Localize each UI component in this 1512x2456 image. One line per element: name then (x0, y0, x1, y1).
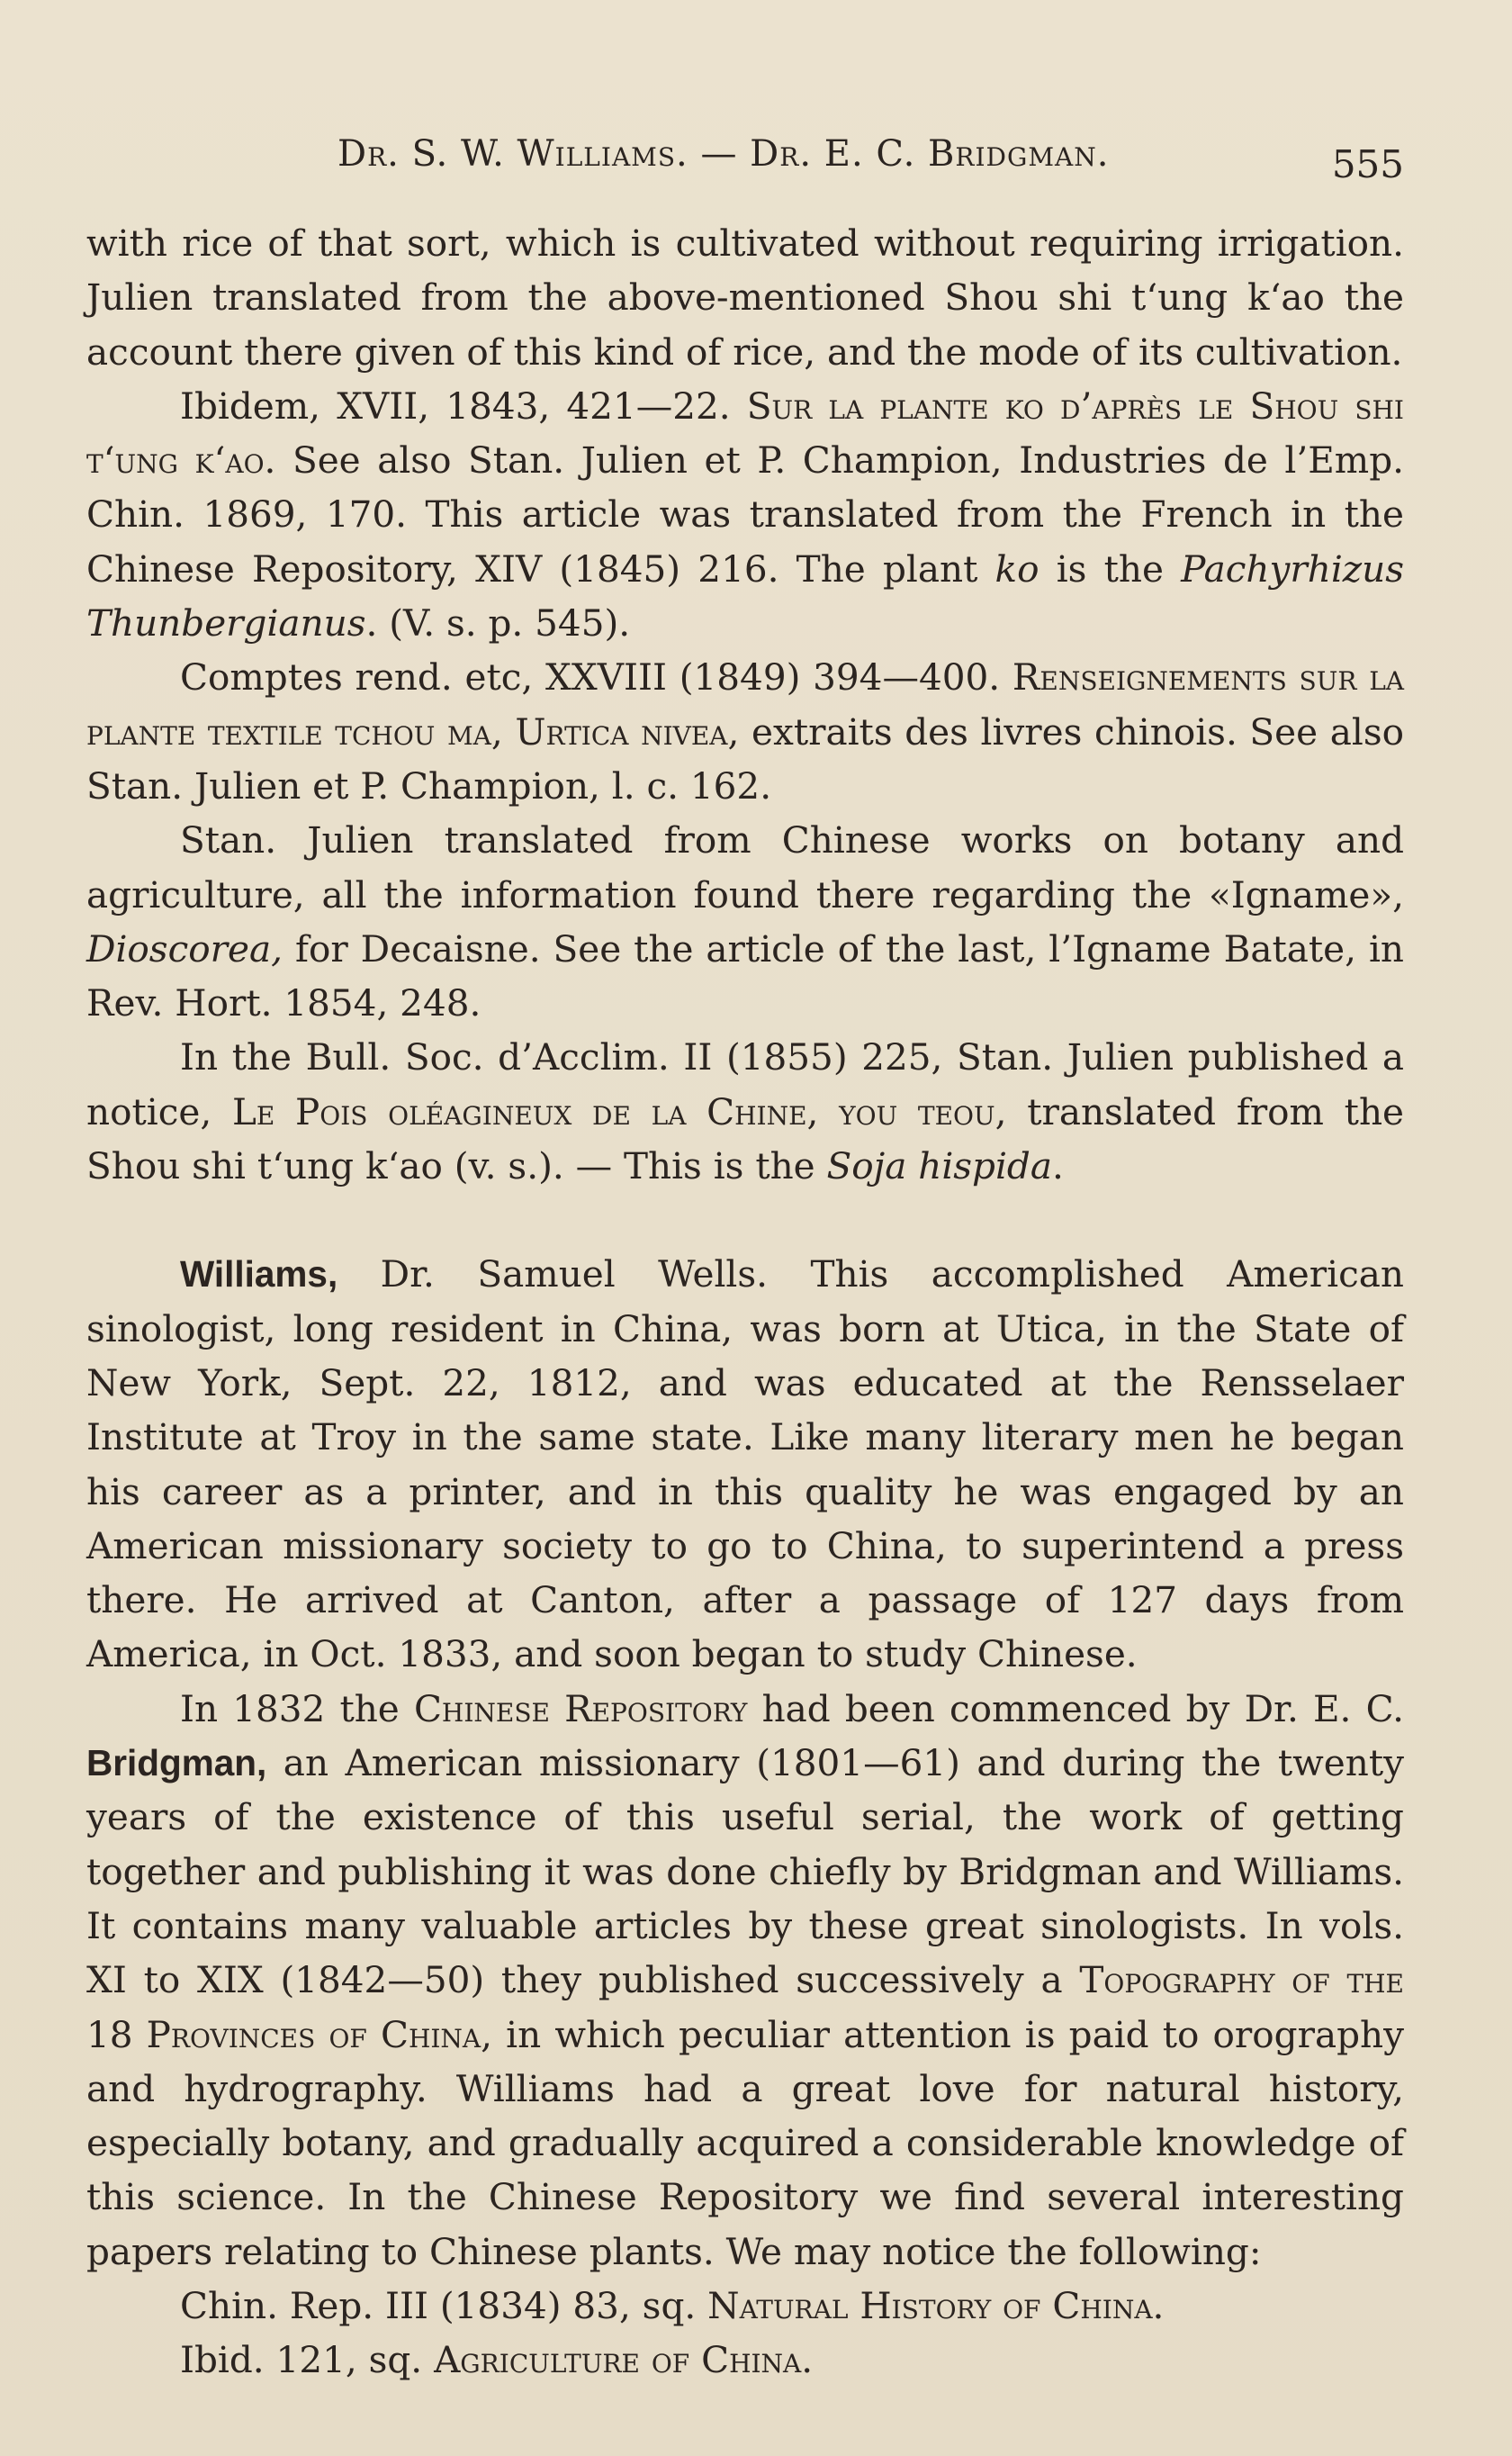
paragraph-igname: Stan. Julien translated from Chinese works on botany and agriculture, all the information found there regarding the «Igname», Dioscorea, for Decaisne. See the article of the last, l’Igname Batate, in Rev. Hort. 1854, 248. (86, 818, 1404, 1025)
paragraph-chinese-repository: In 1832 the Chinese Repository had been commenced by Dr. E. C. Bridgman, an American missionary (1801—61) and during the twenty years of the existence of this useful serial, the work of getting together and publishing it was done chiefly by Bridgman and Williams. It contains many valuable articles by these great sinologists. In vols. XI to XIX (1842—50) they published successively a Topography of the 18 Provinces of China, in which peculiar attention is paid to orography and hydrography. Williams had a great love for natural history, especially botany, and gradually acquired a considerable knowledge of this science. In the Chinese Repository we find several interesting papers relating to Chinese plants. We may notice the following: (86, 1686, 1404, 2273)
entry-heading: Williams, (180, 1253, 338, 1296)
page-header (90, 126, 1404, 189)
paragraph-bull-soc: In the Bull. Soc. d’Acclim. II (1855) 225, Stan. Julien published a notice, Le Pois oléagineux de la Chine, you teou, translated from the Shou shi tʻung kʻao (v. s.). — This is the Soja hispida. (86, 1035, 1405, 1188)
paragraph-ibid: Ibid. 121, sq. Agriculture of China. (180, 2338, 814, 2382)
plant-name: ko (994, 546, 1040, 591)
running-head: Dr. S. W. Williams. — Dr. E. C. Bridgman. (338, 133, 1110, 175)
paragraph-continuation: with rice of that sort, which is cultivated without requiring irrigation. Julien translated from the above-mentioned Shou shi tʻung kʻao the account there given of this kind of rice, and the mode of its cultivation. (86, 221, 1404, 374)
paragraph-chin-rep: Chin. Rep. III (1834) 83, sq. Natural History of China. (180, 2283, 1165, 2327)
paragraph-comptes-rendus: Comptes rend. etc, XXVIII (1849) 394—400. Renseignements sur la plante textile tchou ma, Urtica nivea, extraits des livres chinois. See also Stan. Julien et P. Champion, l. c. 162. (86, 655, 1405, 808)
entry-heading: Bridgman, (86, 1742, 267, 1784)
article-title: Topography of the 18 Provinces of China (86, 1958, 1404, 2056)
section-gap (86, 1193, 1404, 1247)
article-title: Renseignements sur la plante textile tchou ma, Urtica nivea (86, 655, 1405, 754)
species-name: Soja hispida (826, 1144, 1053, 1188)
article-title: Le Pois oléagineux de la Chine, you teou (231, 1089, 995, 1133)
paragraph-williams: Williams, Dr. Samuel Wells. This accomplished American sinologist, long resident in China, was born at Utica, in the State of New York, Sept. 22, 1812, and was educated at the Rensselaer Institute at Troy in the same state. Like many literary men he began his career as a printer, and in this quality he was engaged by an American missionary society to go to China, to superintend a press there. He arrived at Canton, after a passage of 127 days from America, in Oct. 1833, and soon began to study Chinese. (86, 1252, 1404, 1676)
species-name: Dioscorea, (86, 926, 284, 971)
species-name: Pachyrhizus Thunbergianus (86, 546, 1404, 646)
article-title: Natural History of China (707, 2283, 1153, 2327)
page-number: 555 (1331, 142, 1404, 186)
article-title: Sur la plante ko d’après le Shou shi tʻung kʻao (86, 384, 1404, 483)
article-title: Agriculture of China (434, 2338, 802, 2382)
journal-title: Chinese Repository (413, 1686, 748, 1730)
paragraph-ibidem: Ibidem, XVII, 1843, 421—22. Sur la plante ko d’après le Shou shi tʻung kʻao. See also Stan. Julien et P. Champion, Industries de l’Emp. Chin. 1869, 170. This article was translated from the French in the Chinese Repository, XIV (1845) 216. The plant ko is the Pachyrhizus Thunbergianus. (V. s. p. 545). (86, 384, 1404, 646)
page-body (86, 216, 1404, 2388)
